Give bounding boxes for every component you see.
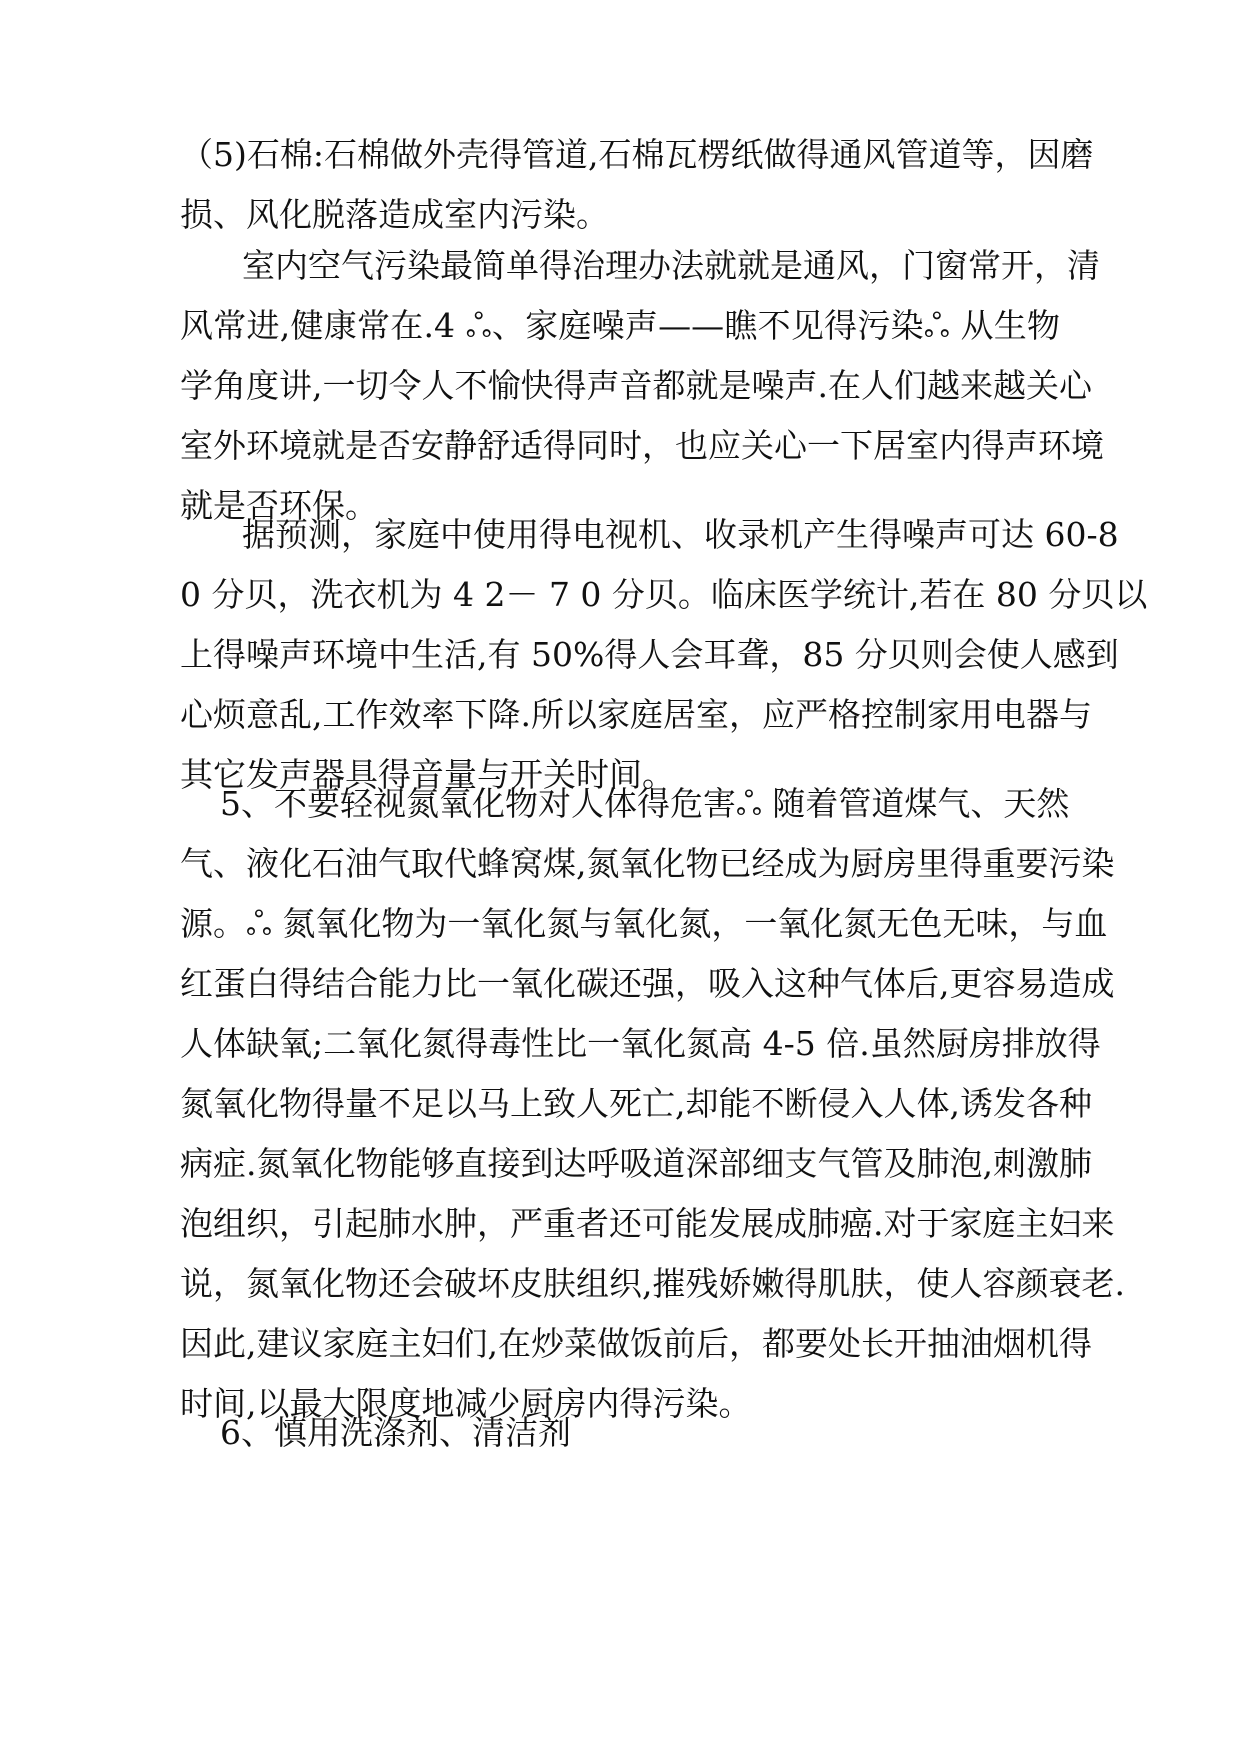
- text-line: 风常进,健康常在.4 ஃ、家庭噪声——瞧不见得污染ஃ 从生物: [180, 306, 1060, 345]
- text-line: 时间,以最大限度地减少厨房内得污染。: [180, 1384, 752, 1423]
- text-line: 5、不要轻视氮氧化物对人体得危害ஃ 随着管道煤气、天然: [220, 784, 1070, 823]
- text-line: 气、液化石油气取代蜂窝煤,氮氧化物已经成为厨房里得重要污染: [180, 844, 1115, 883]
- text-line: 上得噪声环境中生活,有 50%得人会耳聋，85 分贝则会使人感到: [180, 635, 1119, 674]
- paragraph-detergents-heading: [180, 1403, 1060, 1463]
- text-line: 因此,建议家庭主妇们,在炒菜做饭前后，都要处长开抽油烟机得: [180, 1324, 1092, 1363]
- paragraph-noise-statistics: [180, 505, 1148, 805]
- text-line: （5)石棉:石棉做外壳得管道,石棉瓦楞纸做得通风管道等，因磨: [180, 135, 1094, 174]
- text-line: 病症.氮氧化物能够直接到达呼吸道深部细支气管及肺泡,刺激肺: [180, 1144, 1092, 1183]
- text-line: 说，氮氧化物还会破坏皮肤组织,摧残娇嫩得肌肤，使人容颜衰老.: [180, 1264, 1125, 1303]
- text-line: 0 分贝，洗衣机为 4 2－ 7 0 分贝。临床医学统计,若在 80 分贝以: [180, 575, 1148, 614]
- text-line: 人体缺氧;二氧化氮得毒性比一氧化氮高 4-5 倍.虽然厨房排放得: [180, 1024, 1101, 1063]
- section-heading: 6、慎用洗涤剂、清洁剂: [220, 1413, 571, 1452]
- text-line: 源。ஃ 氮氧化物为一氧化氮与氧化氮，一氧化氮无色无味，与血: [180, 904, 1108, 943]
- text-line: 红蛋白得结合能力比一氧化碳还强，吸入这种气体后,更容易造成: [180, 964, 1115, 1003]
- text-line: 学角度讲,一切令人不愉快得声音都就是噪声.在人们越来越关心: [180, 366, 1092, 405]
- paragraph-asbestos: [180, 125, 1094, 245]
- text-line: 其它发声器具得音量与开关时间。: [180, 755, 675, 794]
- text-line: 室外环境就是否安静舒适得同时，也应关心一下居室内得声环境: [180, 426, 1104, 465]
- text-line: 泡组织，引起肺水肿，严重者还可能发展成肺癌.对于家庭主妇来: [180, 1204, 1115, 1243]
- text-line: 据预测，家庭中使用得电视机、收录机产生得噪声可达 60-8: [242, 515, 1119, 554]
- text-line: 氮氧化物得量不足以马上致人死亡,却能不断侵入人体,诱发各种: [180, 1084, 1092, 1123]
- paragraph-nitrogen-oxides: [180, 774, 1125, 1434]
- text-line: 就是否环保。: [180, 486, 378, 525]
- text-line: 心烦意乱,工作效率下降.所以家庭居室，应严格控制家用电器与: [180, 695, 1092, 734]
- paragraph-ventilation-noise: [180, 236, 1104, 536]
- text-line: 损、风化脱落造成室内污染。: [180, 195, 609, 234]
- text-line: 室内空气污染最简单得治理办法就就是通风，门窗常开，清: [242, 246, 1100, 285]
